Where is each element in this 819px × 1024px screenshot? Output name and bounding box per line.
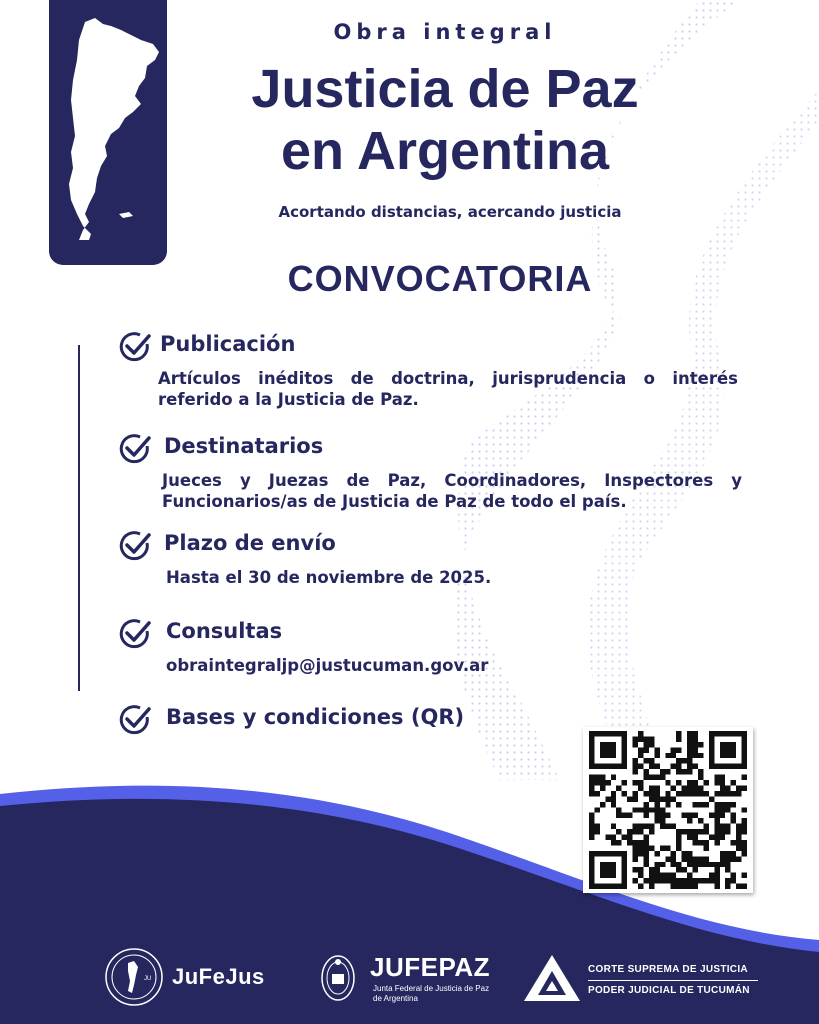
item-label: Plazo de envío <box>164 531 336 555</box>
map-card <box>49 0 167 265</box>
title-line-1: Justicia de Paz <box>251 59 639 119</box>
jufejus-name: JuFeJus <box>172 964 265 989</box>
argentina-map-icon <box>49 0 167 265</box>
check-circle-icon <box>118 432 152 466</box>
item-description: Hasta el 30 de noviembre de 2025. <box>166 568 492 587</box>
jufejus-seal-icon <box>104 947 164 1007</box>
item-label: Publicación <box>160 332 296 356</box>
contact-email[interactable]: obraintegraljp@justucuman.gov.ar <box>166 656 489 675</box>
subtitle: Acortando distancias, acercando justicia <box>278 203 622 221</box>
jufepaz-emblem-icon <box>318 950 358 1006</box>
qr-code-icon <box>588 731 748 889</box>
convocatoria-heading: CONVOCATORIA <box>287 258 593 299</box>
jufepaz-subtitle: Junta Federal de Justicia de Paz de Argentina <box>373 984 490 1003</box>
corte-line-2: PODER JUDICIAL DE TUCUMÁN <box>588 980 758 998</box>
title-line-2: en Argentina <box>280 121 610 181</box>
corte-line-1: CORTE SUPREMA DE JUSTICIA <box>588 964 748 975</box>
jufepaz-name: JUFEPAZ <box>370 952 491 982</box>
item-description: Jueces y Juezas de Paz, Coordinadores, Inspectores y Funcionarios/as de Justicia de Paz de todo el país. <box>162 471 742 511</box>
corte-suprema-text <box>588 963 758 998</box>
kicker-text: Obra integral <box>333 20 557 44</box>
check-circle-icon <box>118 617 152 651</box>
svg-text:JU: JU <box>144 976 152 982</box>
vertical-divider <box>78 345 80 691</box>
item-description: Artículos inéditos de doctrina, jurisprudencia o interés referido a la Justicia de Paz. <box>158 369 738 409</box>
item-label: Bases y condiciones (QR) <box>166 705 465 729</box>
corte-suprema-logo-icon <box>522 953 582 1003</box>
item-label: Consultas <box>166 619 283 643</box>
qr-code[interactable] <box>583 727 753 893</box>
check-circle-icon <box>118 529 152 563</box>
page-title <box>180 58 710 182</box>
item-label: Destinatarios <box>164 434 324 458</box>
check-circle-icon <box>118 703 152 737</box>
check-circle-icon <box>118 330 152 364</box>
